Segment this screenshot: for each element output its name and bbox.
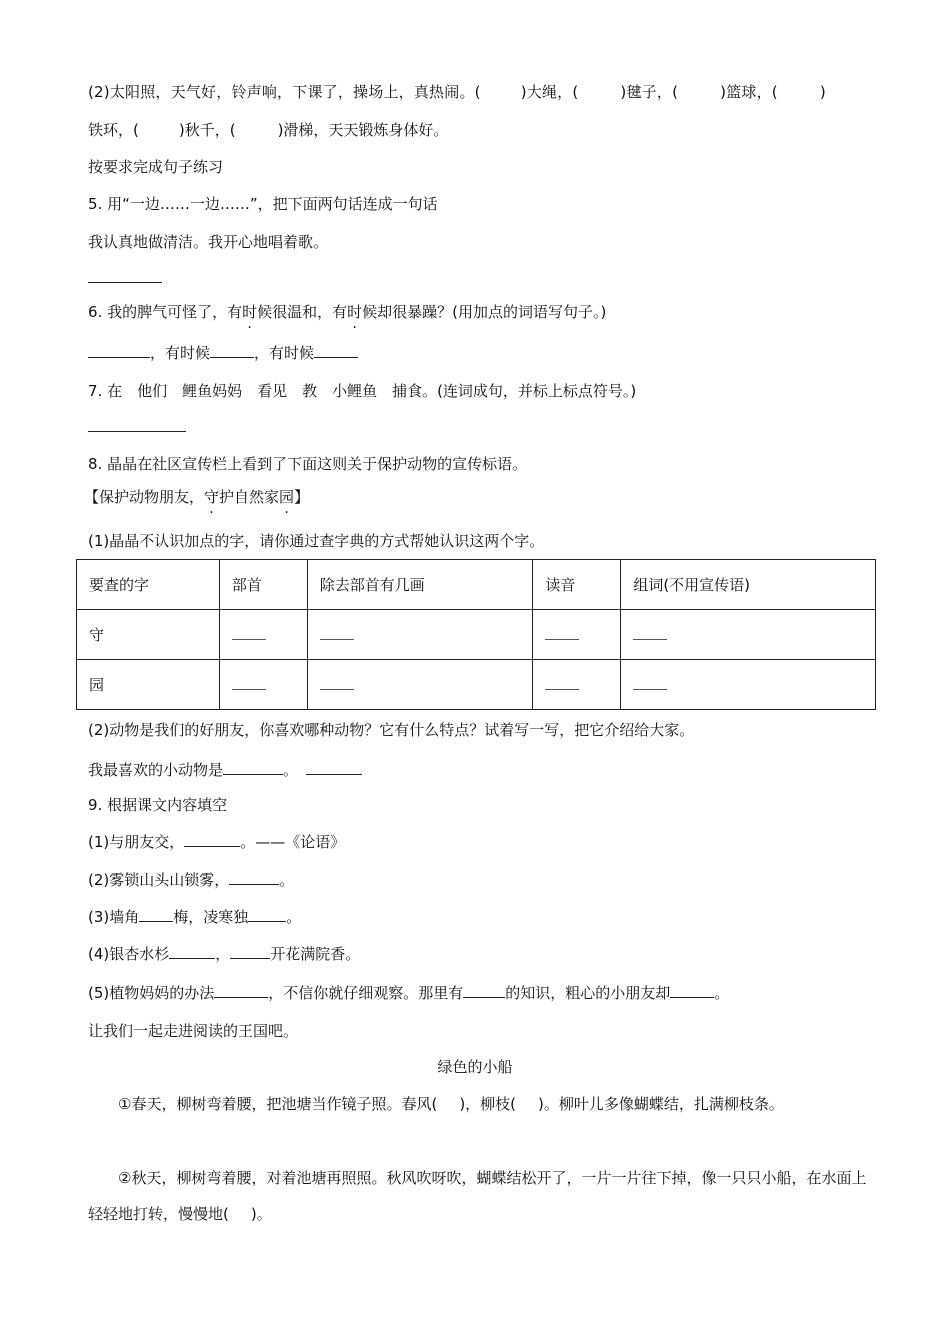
q8-sub1: (1)晶晶不认识加点的字，请你通过查字典的方式帮她认识这两个字。: [88, 532, 545, 550]
table-header: 部首: [219, 560, 307, 610]
table-cell-blank[interactable]: [533, 610, 621, 660]
q9-item-1: (1)与朋友交， 。——《论语》: [88, 833, 346, 851]
dictionary-table: [76, 559, 876, 710]
dotted-char: 守: [204, 488, 220, 506]
dotted-char: 园: [279, 488, 295, 506]
table-cell-char: 园: [77, 660, 220, 710]
reading-paragraph-1: ①春天，柳树弯着腰，把池塘当作镜子照。春风( )，柳枝( )。柳叶儿多像蝴蝶结，扎满柳枝条。: [118, 1095, 784, 1113]
table-header-row: [77, 560, 876, 610]
table-row: [77, 660, 876, 710]
section-sentence-heading: 按要求完成句子练习: [88, 158, 224, 176]
q9-item-3: (3)墙角 梅，凌寒独 。: [88, 908, 302, 926]
table-header: 除去部首有几画: [307, 560, 533, 610]
q4-2-line2: 铁环，( )秋千，( )滑梯，天天锻炼身体好。: [88, 121, 449, 139]
reading-paragraph-2: ②秋天，柳树弯着腰，对着池塘再照照。秋风吹呀吹，蝴蝶结松开了，一片一片往下掉，像一只只小船，在水面上轻轻地打转，慢慢地( )。: [88, 1169, 867, 1223]
q9-item-4: (4)银杏水杉 ， 开花满院香。: [88, 945, 361, 963]
q8-sub2: (2)动物是我们的好朋友，你喜欢哪种动物？它有什么特点？试着写一写，把它介绍给大家。: [88, 721, 695, 739]
q9-item-5: (5)植物妈妈的办法 ，不信你就仔细观察。那里有 的知识，粗心的小朋友却 。: [88, 984, 730, 1002]
table-cell-blank[interactable]: [621, 610, 876, 660]
q8-sub2-answer[interactable]: 我最喜欢的小动物是 。: [88, 760, 362, 780]
q8-prompt: 8. 晶晶在社区宣传栏上看到了下面这则关于保护动物的宣传标语。: [88, 455, 528, 473]
q9-item-2: (2)雾锁山头山锁雾， 。: [88, 871, 295, 889]
dotted-word: 有时候: [227, 303, 273, 321]
q6-answer-line[interactable]: ，有时候 ，有时候: [88, 343, 358, 363]
table-cell-char: 守: [77, 610, 220, 660]
q4-2-line1: (2)太阳照，天气好，铃声响，下课了，操场上，真热闹。( )大绳，( )毽子，( )篮球，( ): [88, 83, 826, 101]
q7-answer-line[interactable]: [88, 417, 186, 437]
table-header: 读音: [533, 560, 621, 610]
table-cell-blank[interactable]: [307, 610, 533, 660]
table-cell-blank[interactable]: [219, 610, 307, 660]
table-cell-blank[interactable]: [621, 660, 876, 710]
q9-prompt: 9. 根据课文内容填空: [88, 796, 228, 814]
table-cell-blank[interactable]: [307, 660, 533, 710]
reading-intro: 让我们一起走进阅读的王国吧。: [88, 1022, 299, 1040]
table-row: [77, 610, 876, 660]
table-cell-blank[interactable]: [219, 660, 307, 710]
q5-sentence: 我认真地做清洁。我开心地唱着歌。: [88, 233, 329, 251]
q5-answer-line[interactable]: [88, 268, 162, 288]
table-cell-blank[interactable]: [533, 660, 621, 710]
q6-prompt: 6. 我的脾气可怪了，有时候很温和，有时候却很暴躁？(用加点的词语写句子。): [88, 303, 607, 321]
q7-prompt: 7. 在 他们 鲤鱼妈妈 看见 教 小鲤鱼 捕食。(连词成句，并标上标点符号。): [88, 382, 637, 400]
table-header: 组词(不用宣传语): [621, 560, 876, 610]
reading-title: 绿色的小船: [437, 1058, 513, 1076]
dotted-word: 有时候: [332, 303, 378, 321]
q8-slogan: 【保护动物朋友，守护自然家园】: [84, 488, 310, 506]
table-header: 要查的字: [77, 560, 220, 610]
q5-prompt: 5. 用“一边……一边……”，把下面两句话连成一句话: [88, 195, 438, 213]
